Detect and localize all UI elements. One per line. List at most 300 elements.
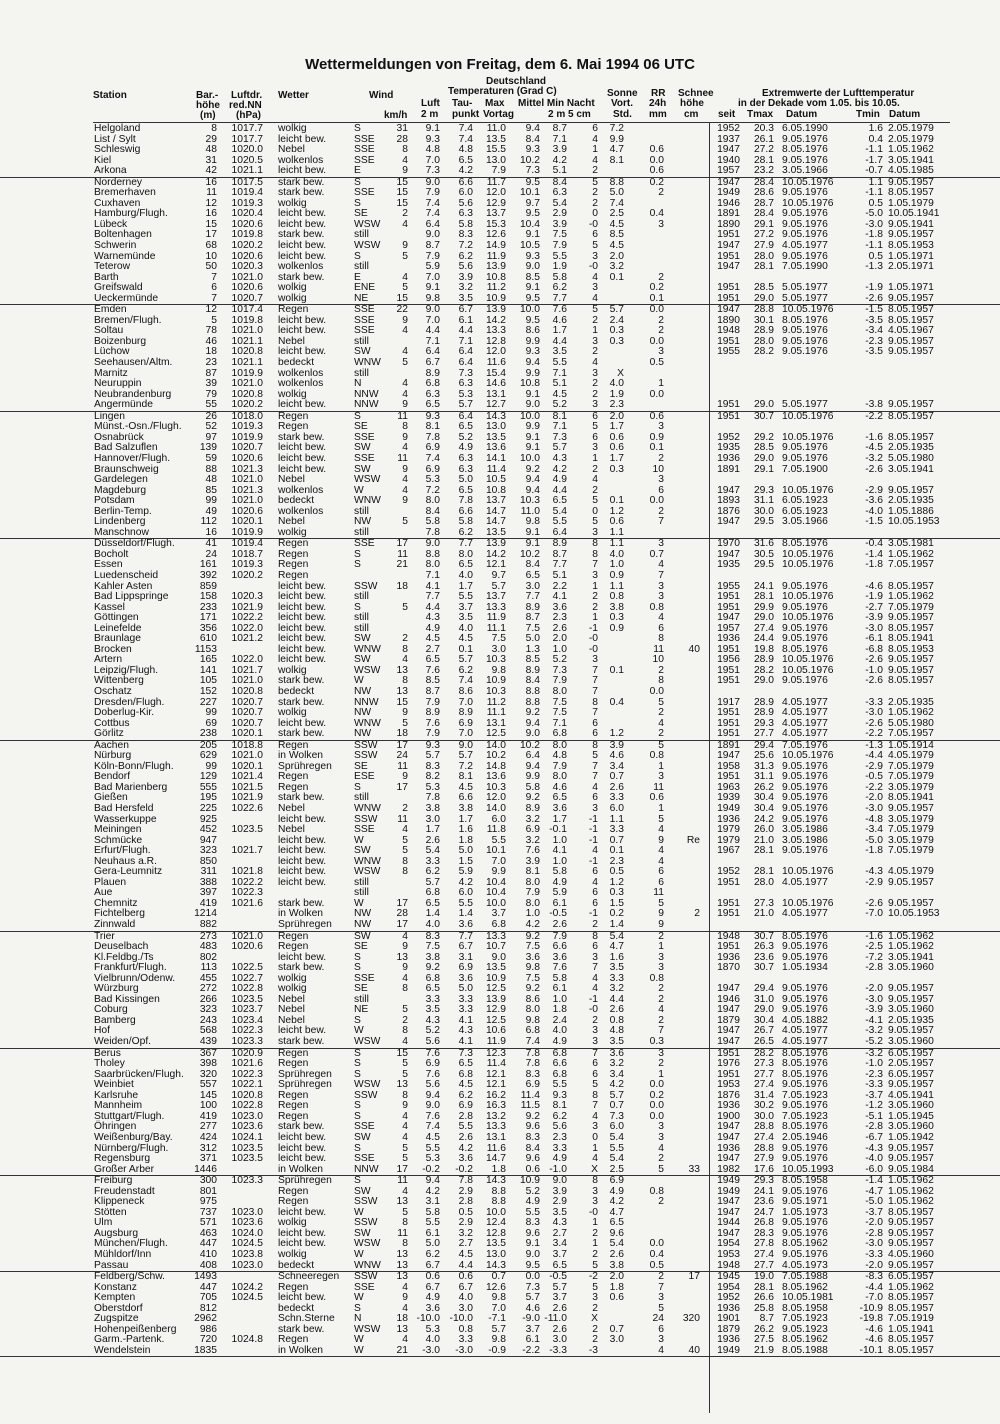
cell-wetter: leicht bew. (278, 876, 327, 888)
cell-sonne: 6.9 (609, 1175, 624, 1187)
cell-rr: 7 (658, 569, 664, 581)
header-vortag: Vortag (483, 109, 514, 120)
cell-barhoehe: 88 (205, 463, 217, 475)
cell-luftdruck: 1020.5 (231, 154, 263, 166)
cell-tmin-datum: 4.05.1967 (888, 325, 934, 337)
cell-min: 5.7 (552, 442, 567, 454)
cell-rr: 3 (658, 1334, 664, 1346)
cell-seit: 1949 (717, 1175, 740, 1187)
cell-luft-2m: 0.6 (425, 1271, 440, 1283)
cell-luft-2m: 7.6 (425, 1068, 440, 1080)
cell-wetter: wolkenlos (278, 367, 324, 379)
cell-seit: 1947 (717, 484, 740, 496)
cell-station: Chemnitz (94, 897, 138, 909)
cell-max: 12.8 (485, 1227, 506, 1239)
cell-nacht: 2 (592, 1302, 598, 1314)
cell-wetter: Nebel (278, 516, 305, 528)
cell-seit: 1951 (717, 897, 740, 909)
cell-tmax-datum: 9.05.1976 (782, 1004, 828, 1016)
cell-luft-2m: 5.8 (425, 1206, 440, 1218)
cell-tmax: 24.7 (753, 1206, 774, 1218)
cell-tmax-datum: 6.05.1923 (782, 505, 828, 517)
cell-luftdruck: 1024.1 (231, 1131, 263, 1143)
cell-rr: 3 (658, 1292, 664, 1304)
cell-tmax-datum: 9.05.1976 (782, 803, 828, 814)
cell-wind-kmh: 9 (402, 431, 408, 443)
cell-tmax: 31.4 (753, 1089, 774, 1101)
cell-tmax: 20.3 (753, 123, 774, 134)
cell-wind-kmh: 5 (402, 1058, 408, 1070)
cell-max: 13.1 (485, 1131, 506, 1143)
cell-tmax-datum: 8.05.1976 (782, 538, 828, 550)
cell-min: 2.2 (552, 580, 567, 592)
cell-station: Feldberg/Schw. (94, 1271, 165, 1283)
cell-barhoehe: 610 (199, 633, 217, 645)
cell-min: 5.8 (552, 866, 567, 878)
cell-wetter: wolkig (278, 282, 307, 294)
cell-tmax-datum: 4.05.1977 (782, 908, 828, 920)
cell-tmin: -1.0 (865, 664, 883, 676)
cell-luftdruck: 1020.0 (231, 144, 263, 156)
cell-wetter: Regen (278, 421, 309, 433)
cell-tmin-datum: 8.05.1957 (888, 431, 934, 443)
cell-nacht: -1 (588, 824, 598, 836)
cell-taupunkt: 4.4 (458, 325, 473, 337)
cell-taupunkt: 2.9 (458, 1217, 473, 1229)
cell-tmax-datum: 7.05.1988 (782, 1271, 828, 1283)
cell-tmin-datum: 8.05.1953 (888, 643, 934, 655)
cell-station: Hohenpeißenberg (94, 1323, 177, 1335)
cell-barhoehe: 243 (199, 1014, 217, 1026)
cell-luftdruck: 1020.4 (231, 208, 263, 220)
cell-max: 13.6 (485, 442, 506, 454)
cell-luft-2m: 4.1 (425, 580, 440, 592)
cell-luftdruck: 1021.1 (231, 165, 263, 177)
cell-mittel: 7.8 (525, 1058, 540, 1070)
table-row (0, 1346, 1000, 1357)
cell-tmax-datum: 10.05.1976 (782, 431, 834, 443)
cell-rr: 5 (658, 739, 664, 751)
cell-wind-kmh: 17 (396, 897, 408, 909)
cell-tmax-datum: 10.05.1976 (782, 197, 834, 209)
cell-tmax: 27.7 (753, 1068, 774, 1080)
cell-sonne: 7.3 (609, 1110, 624, 1122)
cell-tmax-datum: 1.05.1934 (782, 962, 828, 974)
cell-nacht: 1 (592, 1217, 598, 1229)
cell-taupunkt: 3.2 (458, 282, 473, 294)
cell-nacht: 2 (592, 484, 598, 496)
cell-luftdruck: 1019.4 (231, 187, 263, 199)
cell-rr: 0.0 (649, 685, 664, 697)
cell-nacht: 2 (592, 1248, 598, 1260)
cell-nacht: 1 (592, 452, 598, 464)
header-2m: 2 m (421, 109, 439, 120)
cell-taupunkt: 4.5 (458, 633, 473, 645)
cell-station: Lübeck (94, 218, 128, 230)
cell-rr: 0.8 (649, 972, 664, 984)
cell-tmax-datum: 8.05.1976 (782, 1047, 828, 1059)
table-row (0, 1250, 1000, 1261)
cell-taupunkt: 7.4 (458, 675, 473, 687)
cell-tmin: -3.8 (865, 399, 883, 411)
table-row (0, 729, 1000, 740)
cell-mittel: 9.3 (525, 144, 540, 156)
cell-wind-richtung: S (354, 123, 361, 134)
cell-wind-kmh: 4 (402, 484, 408, 496)
cell-station: Schleswig (94, 144, 141, 156)
cell-luft-2m: 4.4 (425, 325, 440, 337)
header-kmh: km/h (384, 110, 408, 121)
cell-min: 7.1 (552, 717, 567, 729)
cell-tmax: 30.4 (753, 803, 774, 814)
cell-wind-kmh: 13 (396, 1196, 408, 1208)
cell-luft-2m: 4.9 (425, 622, 440, 634)
cell-wind-kmh: 5 (402, 250, 408, 262)
cell-luft-2m: 8.3 (425, 760, 440, 772)
cell-station: Stuttgart/Flugh. (94, 1110, 165, 1122)
cell-mittel: 7.3 (525, 1281, 540, 1293)
cell-tmax-datum: 4.05.1977 (782, 696, 828, 708)
station-group (0, 178, 1000, 306)
cell-sonne: 0.3 (609, 612, 624, 624)
cell-wind-richtung: S (354, 601, 361, 613)
cell-taupunkt: 4.2 (458, 1142, 473, 1154)
cell-max: 14.0 (485, 803, 506, 814)
cell-wind-kmh: 9 (402, 240, 408, 252)
cell-wetter: wolkig (278, 1248, 307, 1260)
cell-barhoehe: 367 (199, 1047, 217, 1059)
cell-luft-2m: 7.0 (425, 154, 440, 166)
cell-barhoehe: 371 (199, 1153, 217, 1165)
cell-wetter: stark bew. (278, 897, 325, 909)
cell-tmin: -19.8 (859, 1313, 883, 1325)
cell-tmax-datum: 9.05.1976 (782, 208, 828, 220)
cell-rr: 0.5 (649, 1259, 664, 1271)
cell-luftdruck: 1022.2 (231, 612, 263, 624)
cell-max: 12.9 (485, 1004, 506, 1016)
cell-station: Aachen (94, 739, 129, 751)
cell-luft-2m: 7.6 (425, 664, 440, 676)
cell-seit: 1936 (717, 633, 740, 645)
cell-wetter: in Wolken (278, 1163, 324, 1175)
cell-station: Helgoland (94, 123, 141, 134)
cell-luft-2m: 8.0 (425, 559, 440, 571)
cell-wind-richtung: W (354, 1025, 364, 1037)
cell-station: Bad Salzuflen (94, 442, 158, 454)
cell-min: 5.5 (552, 250, 567, 262)
header-luft: Luft (421, 98, 440, 109)
cell-station: Düsseldorf/Flugh. (94, 538, 175, 550)
cell-barhoehe: 705 (199, 1292, 217, 1304)
cell-seit: 1951 (717, 591, 740, 603)
cell-wind-richtung: still (354, 876, 369, 888)
cell-sonne: 3.9 (609, 739, 624, 751)
cell-rr: 3 (658, 951, 664, 963)
cell-seit: 1945 (717, 1271, 740, 1283)
cell-sonne: 0.1 (609, 495, 624, 507)
cell-taupunkt: 3.6 (458, 1153, 473, 1165)
cell-tmax-datum: 9.05.1976 (782, 813, 828, 825)
cell-tmax-datum: 10.05.1976 (782, 548, 834, 560)
cell-tmin-datum: 9.05.1957 (888, 1142, 934, 1154)
cell-tmin: -3.2 (865, 1047, 883, 1059)
cell-barhoehe: 129 (199, 771, 217, 783)
cell-mittel: 5.7 (525, 1292, 540, 1304)
cell-luft-2m: 7.6 (425, 1110, 440, 1122)
cell-station: Manschnow (94, 526, 149, 538)
cell-wind-richtung: S (354, 962, 361, 974)
cell-taupunkt: 6.2 (458, 250, 473, 262)
cell-min: 5.1 (552, 569, 567, 581)
cell-luftdruck: 1021.0 (231, 930, 263, 942)
cell-sonne: 0.8 (609, 591, 624, 603)
cell-station: Neubrandenburg (94, 388, 172, 400)
cell-nacht: -1 (588, 993, 598, 1005)
cell-nacht: 5 (592, 495, 598, 507)
cell-wetter: wolkig (278, 292, 307, 304)
cell-wind-kmh: 9 (402, 771, 408, 783)
cell-mittel: 11.0 (520, 505, 540, 517)
cell-tmax-datum: 10.05.1976 (782, 897, 834, 909)
cell-mittel: 0.6 (525, 1163, 540, 1175)
cell-tmax: 23.2 (753, 165, 774, 177)
cell-seit: 1951 (717, 876, 740, 888)
cell-wind-kmh: 2 (402, 803, 408, 814)
cell-max: 12.9 (485, 197, 506, 209)
cell-max: 13.9 (485, 304, 506, 316)
cell-mittel: 9.2 (525, 930, 540, 942)
cell-max: 13.3 (485, 325, 506, 337)
cell-max: 7.0 (491, 1302, 506, 1314)
cell-max: 10.3 (485, 654, 506, 666)
cell-barhoehe: 158 (199, 591, 217, 603)
cell-station: Brocken (94, 643, 132, 655)
cell-min: 9.0 (552, 1175, 567, 1187)
cell-luft-2m: 7.1 (425, 335, 440, 347)
cell-barhoehe: 141 (199, 664, 217, 676)
table-row (0, 166, 1000, 177)
cell-luft-2m: 7.6 (425, 717, 440, 729)
cell-wind-richtung: S (354, 781, 361, 793)
cell-tmax-datum: 8.05.1976 (782, 314, 828, 326)
cell-tmax: 28.1 (753, 845, 774, 857)
cell-station: Kahler Asten (94, 580, 153, 592)
cell-min: 3.6 (552, 601, 567, 613)
cell-station: Berus (94, 1047, 121, 1059)
cell-tmax-datum: 9.05.1976 (782, 154, 828, 166)
cell-wind-richtung: NNW (354, 696, 379, 708)
cell-wind-kmh: 9 (402, 165, 408, 177)
cell-max: 11.1 (486, 707, 506, 719)
cell-tmax-datum: 8.05.1976 (782, 1058, 828, 1070)
cell-tmax-datum: 10.05.1976 (782, 866, 834, 878)
cell-wind-kmh: 11 (397, 1227, 408, 1239)
cell-sonne: X (617, 367, 624, 379)
cell-tmax: 28.3 (753, 1227, 774, 1239)
cell-min: 7.3 (552, 431, 567, 443)
cell-rr: 0.0 (649, 388, 664, 400)
cell-tmax: 27.7 (753, 728, 774, 740)
cell-tmin: -0.7 (865, 165, 883, 177)
cell-tmin-datum: 8.05.1957 (888, 1206, 934, 1218)
cell-rr: 4 (658, 559, 664, 571)
cell-tmax: 25.6 (753, 750, 774, 762)
cell-schnee: 17 (688, 1271, 700, 1283)
cell-rr: 0.2 (649, 1089, 664, 1101)
cell-tmin: -2.3 (865, 335, 883, 347)
cell-min: 2.0 (552, 633, 567, 645)
cell-nacht: 0 (592, 208, 598, 220)
cell-barhoehe: 79 (205, 388, 217, 400)
cell-wetter: Regen (278, 410, 309, 422)
cell-barhoehe: 323 (199, 1004, 217, 1016)
cell-wind-richtung: still (354, 591, 369, 603)
cell-wetter: leicht bew. (278, 165, 327, 177)
cell-barhoehe: 555 (199, 781, 217, 793)
cell-barhoehe: 23 (205, 357, 217, 369)
cell-station: Boizenburg (94, 335, 147, 347)
cell-tmin: -2.2 (865, 781, 883, 793)
cell-wind-richtung: WSW (354, 1079, 381, 1091)
table-row (0, 475, 1000, 486)
cell-taupunkt: 5.7 (458, 654, 473, 666)
cell-taupunkt: 6.9 (458, 717, 473, 729)
cell-luft-2m: 5.7 (425, 750, 440, 762)
cell-wind-richtung: SSE (354, 314, 375, 326)
cell-wind-richtung: WNW (354, 1259, 381, 1271)
cell-tmin: -4.6 (865, 1323, 883, 1335)
cell-tmin: -3.9 (865, 612, 883, 624)
cell-tmin: -3.5 (865, 346, 883, 358)
cell-taupunkt: 9.0 (458, 739, 473, 751)
cell-tmin-datum: 8.05.1957 (888, 314, 934, 326)
page-title: Wettermeldungen von Freitag, dem 6. Mai 1994 06 UTC (305, 56, 695, 73)
cell-seit: 1951 (717, 410, 740, 422)
cell-schnee: Re (686, 834, 700, 846)
cell-tmin-datum: 6.05.1957 (888, 1068, 934, 1080)
cell-nacht: 7 (592, 559, 598, 571)
cell-tmin-datum: 1.05.1962 (888, 1185, 934, 1197)
cell-luft-2m: 6.4 (425, 346, 440, 358)
cell-wind-kmh: 2 (402, 633, 408, 645)
cell-mittel: 8.5 (525, 654, 540, 666)
cell-wind-richtung: SSE (354, 972, 375, 984)
cell-tmax-datum: 8.05.1976 (782, 1121, 828, 1133)
cell-tmax: 29.2 (753, 431, 774, 443)
cell-tmin-datum: 9.05.1957 (888, 399, 934, 411)
cell-tmin: -5.0 (865, 1196, 883, 1208)
cell-tmax: 27.3 (753, 1058, 774, 1070)
cell-luftdruck: 1019.9 (231, 526, 263, 538)
cell-wetter: Regen (278, 941, 309, 953)
cell-barhoehe: 447 (199, 1281, 217, 1293)
cell-taupunkt: 4.0 (458, 569, 473, 581)
cell-tmin-datum: 3.05.1979 (888, 813, 934, 825)
cell-wind-richtung: SSE (354, 133, 375, 145)
cell-tmax: 30.4 (753, 1014, 774, 1026)
cell-luftdruck: 1018.0 (231, 410, 263, 422)
cell-tmin-datum: 9.05.1957 (888, 1227, 934, 1239)
cell-tmax-datum: 7.05.1976 (782, 739, 828, 751)
cell-luftdruck: 1019.9 (231, 367, 263, 379)
cell-mittel: -2.2 (522, 1344, 540, 1356)
cell-min: 8.0 (552, 739, 567, 751)
cell-mittel: 9.2 (525, 707, 540, 719)
cell-tmin: -1.8 (865, 559, 883, 571)
cell-luftdruck: 1021.0 (231, 495, 263, 507)
cell-wetter: bedeckt (278, 685, 315, 697)
cell-tmin-datum: 8.05.1957 (888, 304, 934, 316)
cell-tmin: -3.0 (865, 622, 883, 634)
cell-mittel: 8.5 (525, 271, 540, 283)
cell-max: 13.5 (485, 526, 506, 538)
cell-wetter: leicht bew. (278, 717, 327, 729)
table-row (0, 804, 1000, 815)
cell-min: 6.1 (552, 983, 567, 995)
cell-max: 10.5 (485, 474, 506, 486)
cell-nacht: 6 (592, 410, 598, 422)
cell-barhoehe: 171 (199, 612, 217, 624)
header-2m-5cm: 2 m 5 cm (548, 109, 591, 120)
cell-nacht: -3 (588, 1344, 598, 1356)
cell-taupunkt: 3.0 (458, 1302, 473, 1314)
cell-tmin: -1.0 (865, 1058, 883, 1070)
cell-station: Oschatz (94, 685, 132, 697)
cell-tmin: -3.7 (865, 1089, 883, 1101)
cell-tmax: 27.4 (753, 1079, 774, 1091)
cell-rr: 0.3 (649, 1036, 664, 1048)
cell-tmin: -5.0 (865, 208, 883, 220)
cell-nacht: 3 (592, 1185, 598, 1197)
cell-wind-richtung: NNW (354, 1163, 379, 1175)
cell-mittel: 7.5 (525, 622, 540, 634)
cell-station: Göttingen (94, 612, 139, 624)
cell-luft-2m: 6.5 (425, 983, 440, 995)
cell-wind-richtung: S (354, 1142, 361, 1154)
cell-luft-2m: 3.3 (425, 855, 440, 867)
cell-wind-kmh: 18 (396, 728, 408, 740)
cell-sonne: 1.5 (609, 897, 624, 909)
cell-mittel: 3.7 (525, 1323, 540, 1335)
cell-tmax: 28.1 (753, 154, 774, 166)
cell-taupunkt: 0.6 (458, 1271, 473, 1283)
cell-sonne: 3.3 (609, 972, 624, 984)
cell-tmin-datum: 3.05.1941 (888, 463, 934, 475)
cell-mittel: 9.4 (525, 357, 540, 369)
cell-nacht: 8 (592, 696, 598, 708)
cell-nacht: 5 (592, 1259, 598, 1271)
cell-nacht: 8 (592, 739, 598, 751)
cell-luftdruck: 1020.7 (231, 707, 263, 719)
cell-seit: 1952 (717, 123, 740, 134)
cell-luft-2m: 5.4 (425, 845, 440, 857)
cell-luft-2m: 3.6 (425, 1302, 440, 1314)
cell-wind-kmh: 4 (402, 388, 408, 400)
cell-tmax: 26.2 (753, 1323, 774, 1335)
cell-luft-2m: 3.3 (425, 993, 440, 1005)
cell-tmax: 25.8 (753, 1302, 774, 1314)
cell-tmax-datum: 7.05.1923 (782, 1110, 828, 1122)
cell-rr: 7 (658, 1281, 664, 1293)
cell-wetter: stark bew. (278, 176, 325, 188)
cell-tmax-datum: 8.05.1958 (782, 1175, 828, 1187)
cell-rr: 2 (658, 993, 664, 1005)
cell-tmin: -2.0 (865, 792, 883, 804)
cell-wetter: leicht bew. (278, 1142, 327, 1154)
cell-min: 7.6 (552, 962, 567, 974)
cell-min: 5.4 (552, 197, 567, 209)
cell-station: Klippeneck (94, 1196, 145, 1208)
